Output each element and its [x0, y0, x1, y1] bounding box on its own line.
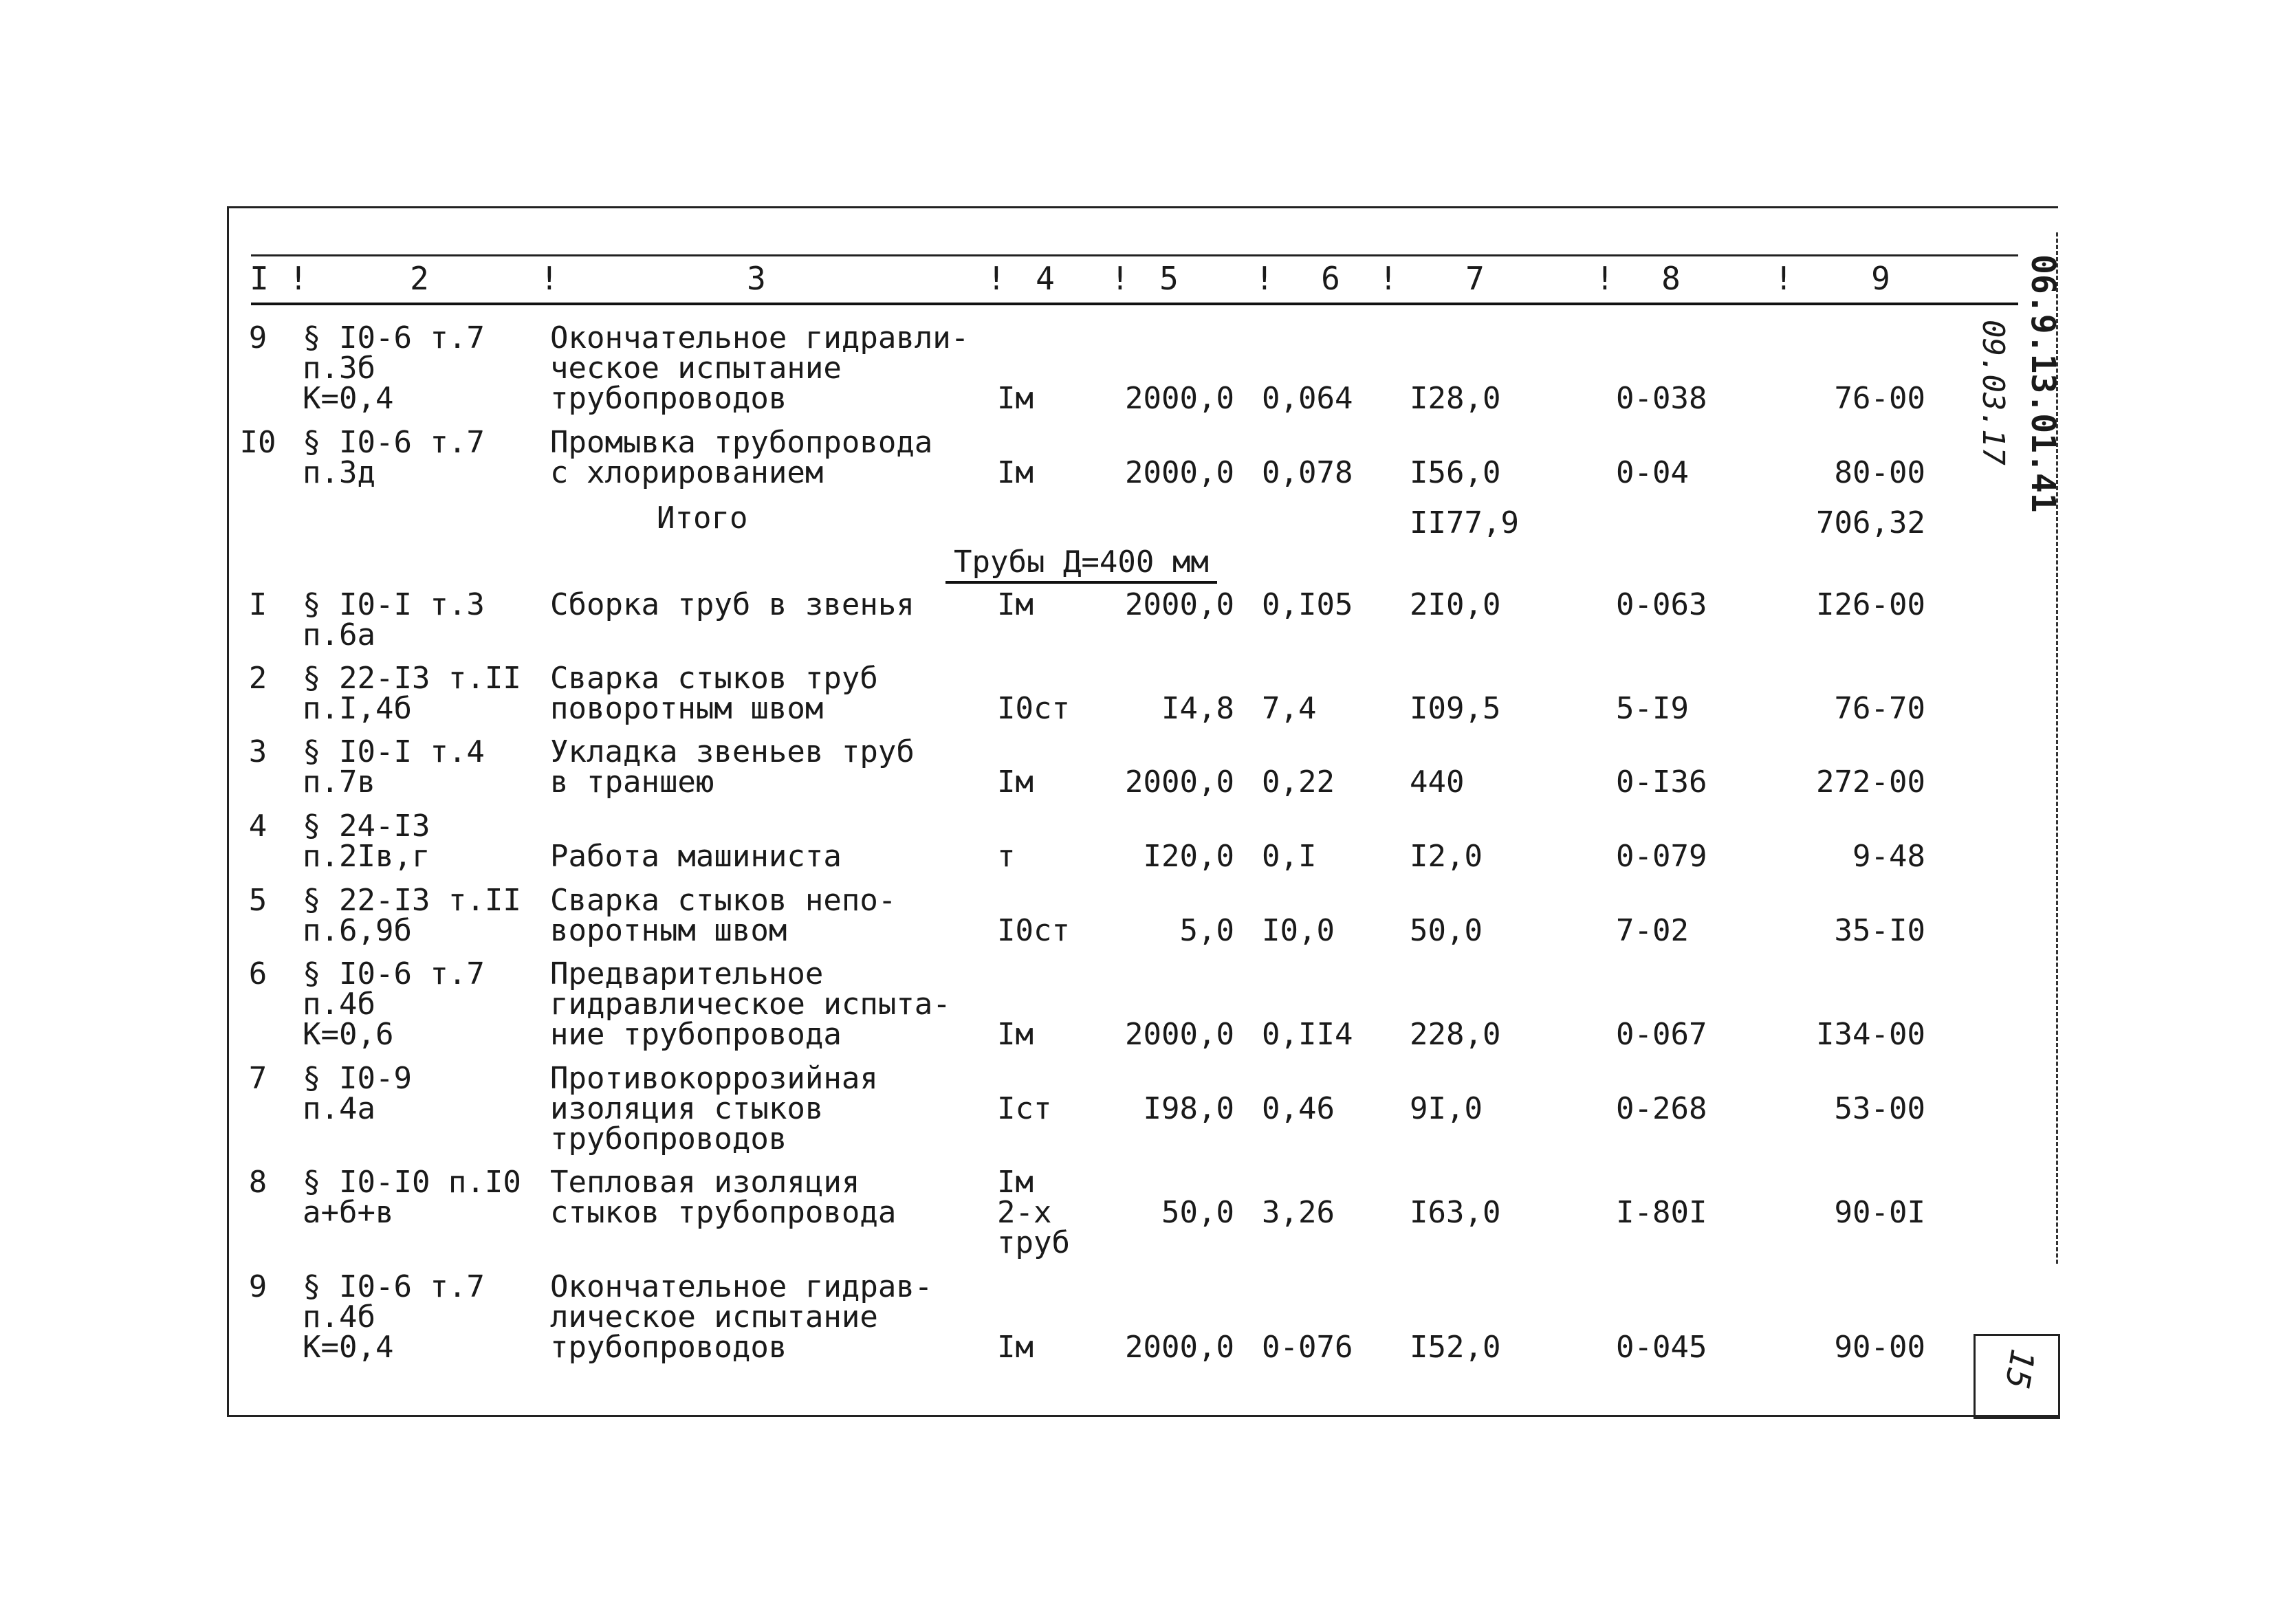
row-number: 5 — [248, 883, 267, 918]
total-labor: 9I,0 — [1410, 1091, 1483, 1126]
norm-reference: § I0-I т.3 п.6а — [303, 587, 485, 652]
work-description: Сварка стыков труб поворотным швом — [550, 661, 878, 726]
row-number: 9 — [248, 1269, 267, 1304]
row-number: I0 — [239, 425, 276, 460]
work-description: Укладка звеньев труб в траншею — [550, 734, 915, 800]
total-labor: I56,0 — [1410, 455, 1501, 490]
rate: 7,4 — [1262, 691, 1317, 726]
rate: 3,26 — [1262, 1195, 1335, 1230]
norm-reference: § I0-9 п.4а — [303, 1061, 412, 1126]
quantity: I4,8 — [1161, 691, 1234, 726]
total-labor: 2I0,0 — [1410, 587, 1501, 622]
unit: Iм — [997, 765, 1034, 800]
norm-reference: § 22-I3 т.II п.I,4б — [303, 661, 521, 726]
unit-price: 0-063 — [1616, 587, 1707, 622]
work-description: Сварка стыков непо- воротным швом — [550, 883, 897, 948]
page-number: 15 — [1997, 1346, 2042, 1392]
total-labor: I28,0 — [1410, 381, 1501, 416]
row-number: 7 — [248, 1061, 267, 1096]
cost: 76-00 — [1834, 381, 1925, 416]
quantity: 2000,0 — [1125, 455, 1234, 490]
total-labor: I09,5 — [1410, 691, 1501, 726]
unit: Iм — [997, 1017, 1034, 1052]
unit: Iм — [997, 587, 1034, 622]
norm-reference: § I0-6 т.7 п.3б К=0,4 — [303, 320, 485, 416]
row-number: I — [248, 587, 267, 622]
header-col-9: 9 — [1871, 260, 1890, 297]
header-separator: ! — [987, 260, 1006, 297]
unit: Iм 2-х труб — [997, 1165, 1070, 1260]
cost: 76-70 — [1834, 691, 1925, 726]
header-separator: ! — [540, 260, 559, 297]
header-col-1: I — [250, 260, 269, 297]
header-separator: ! — [1595, 260, 1615, 297]
header-col-5: 5 — [1159, 260, 1179, 297]
norm-reference: § 24-I3 п.2Iв,г — [303, 809, 430, 874]
unit-price: 0-268 — [1616, 1091, 1707, 1126]
row-number: 2 — [248, 661, 267, 696]
header-col-2: 2 — [410, 260, 429, 297]
cost: 9-48 — [1852, 839, 1925, 874]
quantity: 2000,0 — [1125, 1017, 1234, 1052]
header-col-8: 8 — [1661, 260, 1681, 297]
norm-reference: § I0-6 т.7 п.4б К=0,6 — [303, 956, 485, 1052]
cost: 272-00 — [1816, 765, 1925, 800]
row-number: 6 — [248, 956, 267, 991]
rate: I0,0 — [1262, 913, 1335, 948]
rate: 0,I05 — [1262, 587, 1353, 622]
quantity: 2000,0 — [1125, 765, 1234, 800]
unit-price: 0-045 — [1616, 1330, 1707, 1365]
total-labor: 50,0 — [1410, 913, 1483, 948]
work-description: Работа машиниста — [550, 839, 842, 874]
header-separator: ! — [1255, 260, 1274, 297]
header-col-6: 6 — [1321, 260, 1340, 297]
header-separator: ! — [1379, 260, 1398, 297]
rate: 0,078 — [1262, 455, 1353, 490]
unit-price: 0-I36 — [1616, 765, 1707, 800]
unit-price: 5-I9 — [1616, 691, 1689, 726]
subtotal-label: Итого — [657, 501, 748, 536]
work-description: Предварительное гидравлическое испыта- ние трубопровода — [550, 956, 951, 1052]
quantity: I20,0 — [1143, 839, 1234, 874]
rate: 0,I — [1262, 839, 1317, 874]
norm-reference: § I0-I0 п.I0 а+б+в — [303, 1165, 521, 1230]
work-description: Промывка трубопровода с хлорированием — [550, 425, 933, 490]
document-code: 06.9.13.01.41 — [2024, 254, 2062, 513]
unit: Iм — [997, 1330, 1034, 1365]
section-title: Трубы Д=400 мм — [945, 545, 1217, 584]
unit: Iм — [997, 455, 1034, 490]
cost: 80-00 — [1834, 455, 1925, 490]
cost: 53-00 — [1834, 1091, 1925, 1126]
work-description: Окончательное гидрав- лическое испытание трубопроводов — [550, 1269, 933, 1365]
quantity: 50,0 — [1161, 1195, 1234, 1230]
header-separator: ! — [1774, 260, 1793, 297]
header-col-4: 4 — [1036, 260, 1055, 297]
unit-price: 0-04 — [1616, 455, 1689, 490]
unit-price: 0-079 — [1616, 839, 1707, 874]
norm-reference: § 22-I3 т.II п.6,9б — [303, 883, 521, 948]
quantity: 2000,0 — [1125, 587, 1234, 622]
rate: 0,II4 — [1262, 1017, 1353, 1052]
rate: 0-076 — [1262, 1330, 1353, 1365]
header-rule-bottom — [251, 303, 2018, 305]
header-separator: ! — [289, 260, 308, 297]
total-labor: I2,0 — [1410, 839, 1483, 874]
unit: Iст — [997, 1091, 1052, 1126]
cost: 90-0I — [1834, 1195, 1925, 1230]
row-number: 3 — [248, 734, 267, 769]
header-separator: ! — [1111, 260, 1130, 297]
rate: 0,46 — [1262, 1091, 1335, 1126]
quantity: 2000,0 — [1125, 1330, 1234, 1365]
rate: 0,064 — [1262, 381, 1353, 416]
norm-reference: § I0-I т.4 п.7в — [303, 734, 485, 800]
norm-reference: § I0-6 т.7 п.4б К=0,4 — [303, 1269, 485, 1365]
document-date: 09.03.17 — [1976, 320, 2011, 465]
unit: I0ст — [997, 913, 1070, 948]
row-number: 4 — [248, 809, 267, 844]
total-labor: I63,0 — [1410, 1195, 1501, 1230]
header-col-3: 3 — [747, 260, 766, 297]
page-number-box — [1974, 1334, 2060, 1419]
work-description: Противокоррозийная изоляция стыков трубопроводов — [550, 1061, 878, 1156]
total-labor: I52,0 — [1410, 1330, 1501, 1365]
rate: 0,22 — [1262, 765, 1335, 800]
unit: т — [997, 839, 1016, 874]
work-description: Окончательное гидравли- ческое испытание трубопроводов — [550, 320, 970, 416]
header-rule-top — [251, 254, 2018, 256]
unit: I0ст — [997, 691, 1070, 726]
unit-price: 0-067 — [1616, 1017, 1707, 1052]
norm-reference: § I0-6 т.7 п.3д — [303, 425, 485, 490]
quantity: 5,0 — [1179, 913, 1234, 948]
unit: Iм — [997, 381, 1034, 416]
subtotal-labor: II77,9 — [1410, 505, 1519, 540]
work-description: Тепловая изоляция стыков трубопровода — [550, 1165, 897, 1230]
header-col-7: 7 — [1465, 260, 1485, 297]
total-labor: 228,0 — [1410, 1017, 1501, 1052]
cost: I26-00 — [1816, 587, 1925, 622]
work-description: Сборка труб в звенья — [550, 587, 915, 622]
unit-price: I-80I — [1616, 1195, 1707, 1230]
total-labor: 440 — [1410, 765, 1465, 800]
unit-price: 0-038 — [1616, 381, 1707, 416]
row-number: 9 — [248, 320, 267, 355]
quantity: I98,0 — [1143, 1091, 1234, 1126]
cost: I34-00 — [1816, 1017, 1925, 1052]
cost: 90-00 — [1834, 1330, 1925, 1365]
subtotal-cost: 706,32 — [1816, 505, 1925, 540]
cost: 35-I0 — [1834, 913, 1925, 948]
quantity: 2000,0 — [1125, 381, 1234, 416]
row-number: 8 — [248, 1165, 267, 1200]
unit-price: 7-02 — [1616, 913, 1689, 948]
